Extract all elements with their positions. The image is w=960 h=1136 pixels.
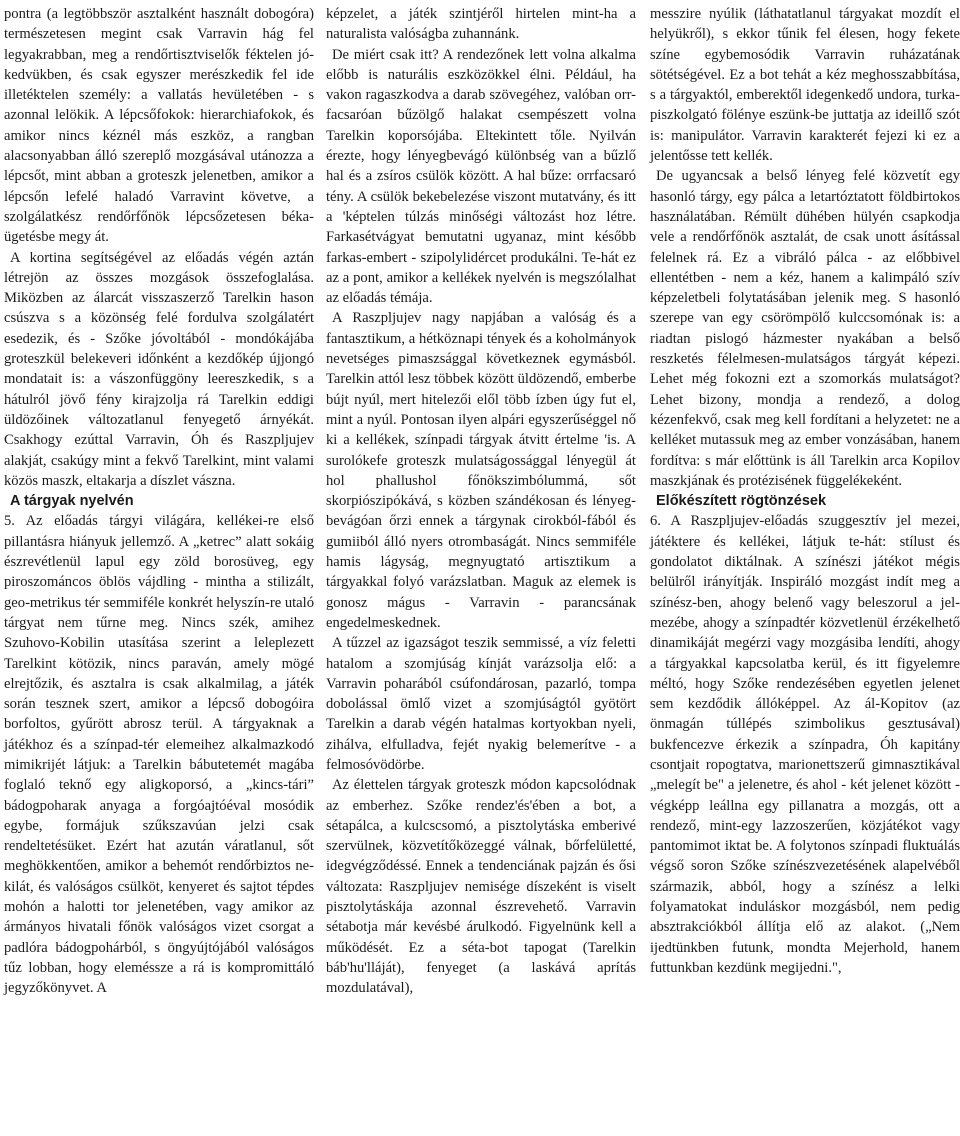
section-heading: A tárgyak nyelvén [10, 493, 134, 510]
paragraph: A tűzzel az igazságot teszik semmissé, a víz feletti hatalom a szomjúság kínját varázsolja elő: a Varravin poharából csúfondárosan, pazarló, tompa dobolással ömlő vizet a szomjúságtól gyötört Tarelkin a darab végén hatalmas kortyokban nyeli, zihálva, elfulladva, fejét nyakig belemerítve - a felmosóvödörbe. [326, 635, 636, 773]
paragraph: De miért csak itt? A rendezőnek lett volna alkalma előbb is naturális eszközökkel élni. Például, ha vakon ragaszkodva a darab szövegéhez, valóban orr-facsaróan bűzölgő halakat csempészett volna Tarelkin koporsójába. Eltekintett tőle. Nyilván érezte, hogy lényegbevágó különbség van a bűzlő hal és a zsíros csülök között. A hal bűze: orrfacsaró tény. A csülök bekebelezése viszont mutatvány, és itt a 'képtelen túlzás minőségi változást hoz létre. Farkasétvágyat bemutatni ugyanaz, mint később farkas-embert - szipolylidércet produkálni. Te-hát ez az a pont, amikor a kellékek nyelvén is megszólalhat az előadás témája. [326, 46, 636, 307]
paragraph: Az élettelen tárgyak groteszk módon kapcsolódnak az emberhez. Szőke rendez'és'ében a bot, a sétapálca, a kulcscsomó, a pisztolytáska emberivé szervülnek, közvetítőközeggé válnak, bőrfelületté, idegvégződéssé. Ennek a tendenciának pajzán és ősi változata: Raszpljujev nemisége díszeként is viselt pisztolytáskája azonnal észrevehető. Varravin sétabotja már kevésbé árulkodó. Figyelnünk kell a működését. Ez a séta-bot tapogat (Tarelkin báb'hu'lláját), fenyeget (a laskává aprítás mozdulatával), [326, 777, 636, 997]
section-heading: Előkészített rögtönzések [656, 493, 827, 510]
paragraph: pontra (a legtöbbször asztalként használt dobogóra) természetesen megint csak Varravin hág fel legyakrabban, meg a rendőrtisztviselők féktelen jó-kedvükben, és csak egyszer merészkedik fel ide illetéktelen személy: a vallatás hevületében - s azonnal lelökik. A lépcsőfokok: hierarchiafokok, és amikor nincs kéznél más eszköz, a rangban alacsonyabban álló szereplő mozgásával utánozza a lépcsőt, mint abban a groteszk jelenetben, amikor a lépcsőn lefelé haladó Varravint követve, a szolgálatkész rendőrfőnök lépcsőzetesen béka-ügetésbe megy át. [4, 6, 314, 246]
text-column-1 [4, 4, 314, 999]
paragraph: 6. A Raszpljujev-előadás szuggesztív jel mezei, játéktere és kellékei, látjuk te-hát: stílust és gondolatot diktálnak. A színészi játékot mégis belülről irányítják. Inspiráló mozgást indít meg a színész-ben, ahogy belenő vagy beleszorul a jel-mezébe, ahogy a színpadtér közvetlenül érzékelhető dinamikáját megérzi vagy mozgásiba lendíti, ahogy a tárgyakkal kapcsolatba kerül, és itt figyelemre méltó, hogy Szőke rendezésében egyetlen jelenet sem kezdődik állóképpel. Az ál-Kopitov (az önmagán túllépés szimbolikus gesztusával) bukfencezve érkezik a színpadra, Óh kapitány csontjait ropogtatva, marionettszerű gimnasztikával „melegít be" a jelenetre, és ahol - két jelenet között - végképp leállna egy pillanatra a mozgás, ott a rendező, mint-egy lazzoszerűen, közjátékot vagy pantomimot iktat be. A folytonos színpadi fluktuálás végső soron Szőke színészvezetésének alapelvéből származik, abból, hogy a színész a lelki folyamatokat induláskor mozgásból, nem pedig absztrakciókból állítja elő az alakot. („Nem ijedtünkben futunk, mondta Mejerhold, hanem futtunkban kezdünk megijedni.", [650, 513, 960, 976]
text-column-3 [650, 4, 960, 978]
paragraph: A Raszpljujev nagy napjában a valóság és a fantasztikum, a hétköznapi tények és a koholmányok nevetséges pimaszsággal következnek egymásból. Tarelkin attól lesz többek között üldözendő, emberbe bújt nyúl, mert hitelezői elől több ízben úgy fut el, mint a nyúl. Pontosan ilyen alpári egyszerűséggel nő ki a kellékek, színpadi tárgyak átvitt értelme 'is. A surolókefe groteszk mulatságossággal lényegül át hol phallushol főnökszimbólummá, sőt skorpiószipókává, s közben szándékosan és lényeg-bevágóan őrzi ennek a tárgynak cirokból-fából és gumiiból álló nyers otrombaságát. Nincs semmiféle hamis lágyság, megnyugtató artisztikum a tárgyakkal folyó varázslatban. Maguk az elemek is gonosz mágus - Varravin - parancsának engedelmeskednek. [326, 310, 636, 631]
text-column-2 [326, 4, 636, 999]
paragraph: messzire nyúlik (láthatatlanul tárgyakat mozdít el helyükről), s ekkor tűnik fel élesen, hogy fekete színe egybemosódik Varravin ruházatának sötétségével. Ez a bot tehát a kéz meghosszabbítása, s a tárgyaktól, emberektől idegenkedő undora, turka-piszkolgató fölénye eszünk-be juttatja az ideillő szót is: manipulátor. Varravin karakterét fejezi ki ez a jelentősse tett kellék. [650, 6, 960, 165]
paragraph: 5. Az előadás tárgyi világára, kellékei-re első pillantásra hiányuk jellemző. A „ketrec” alatt sokáig észrevétlenül lapul egy zöld borosüveg, egy piroszománcos öblös vájdling - mintha a stilizált, geo-metrikus tér semmiféle konkrét helyszín-re utaló tárgyat nem tűrne meg. Nincs szék, amihez Szuhovo-Kobilin utasítása szerint a leleplezett Tarelkint kötözik, nincs paraván, amely mögé elrejtőzik, és asztalra is csak alkalmilag, a játék során tesznek szert, amikor a lépcső dobogóira borfoltos, gyűrött abrosz terül. A tárgyaknak a játékhoz és a színpad-tér elemeihez alkalmazkodó mimikrijét látjuk: a Tarelkin bábutetemét magába foglaló teknő egy aligkoporsó, a „kincs-tári” bádogpoharak anyaga a forgóajtóéval mosódik egybe, formájuk szűkszavúan jelzi csak rendeltetésüket. Ezért hat azután váratlanul, sőt meghökkentően, amikor a behemót rendőrbiztos ne-kilát, és valóságos csülköt, kenyeret és sajtot tépdes mohón a halotti tor jelenetében, vagy amikor az ármányos hivatali főnök valóságos vizet csorgat a padlóra bádogpohárból, s öngyújtójából valóságos tűz lobban, hogy eleméssze a rá is kompromittáló jegyzőkönyvet. A [4, 513, 315, 997]
paragraph: A kortina segítségével az előadás végén aztán létrejön az összes mozgások összefoglalása. Miközben az álarcát visszaszerző Tarelkin hason csúszva s a közönség felé fordulva szolgálatért esedezik, és - Szőke jóvoltából - mondókájába groteszkül belekeveri időnként a kezdőkép újjongó mondatait is: a vászonfüggöny leereszkedik, s a hátulról jövő fény kirajzolja rá Tarelkin eddigi üldözőinek változatlanul fenyegető árnyékát. Csakhogy ezúttal Varravin, Óh és Raszpljujev alakját, csakúgy mint a fekvő Tarelkint, mint valami közös maszk, eltakarja a díszlet vászna. [4, 249, 314, 489]
paragraph: képzelet, a játék szintjéről hirtelen mint-ha a naturalista valóságba zuhannánk. [326, 6, 636, 43]
paragraph: De ugyancsak a belső lényeg felé közvetít egy hasonló tárgy, egy pálca a letartóztatott földbirtokos használatában. Rémült dühében hülyén csapkodja vele a rendőrfőnök asztalát, de csak unott ásítással felelnek rá. Ez a vibráló pálca - az előbbivel ellentétben - nem a kéz, hanem a kalimpáló szív képzeletbeli folytatásában jelenik meg. S hasonló szerepe van egy csörömpölő kulccsomónak is: a riadtan pislogó házmester nyakában a belső reszketés félelmesen-mulatságos tárgyát képezi. Lehet még fokozni ezt a szomorkás mulatságot? Lehet bizony, mondja a rendező, a dolog kézenfekvő, csak meg kell fordítani a helyzetet: ne a kelléket mutassuk meg az ember vonzásában, hanem fordítva: s már előttünk is áll Tarelkin arca Kopilov maszkjának és protézisének függelékeként. [650, 168, 960, 489]
